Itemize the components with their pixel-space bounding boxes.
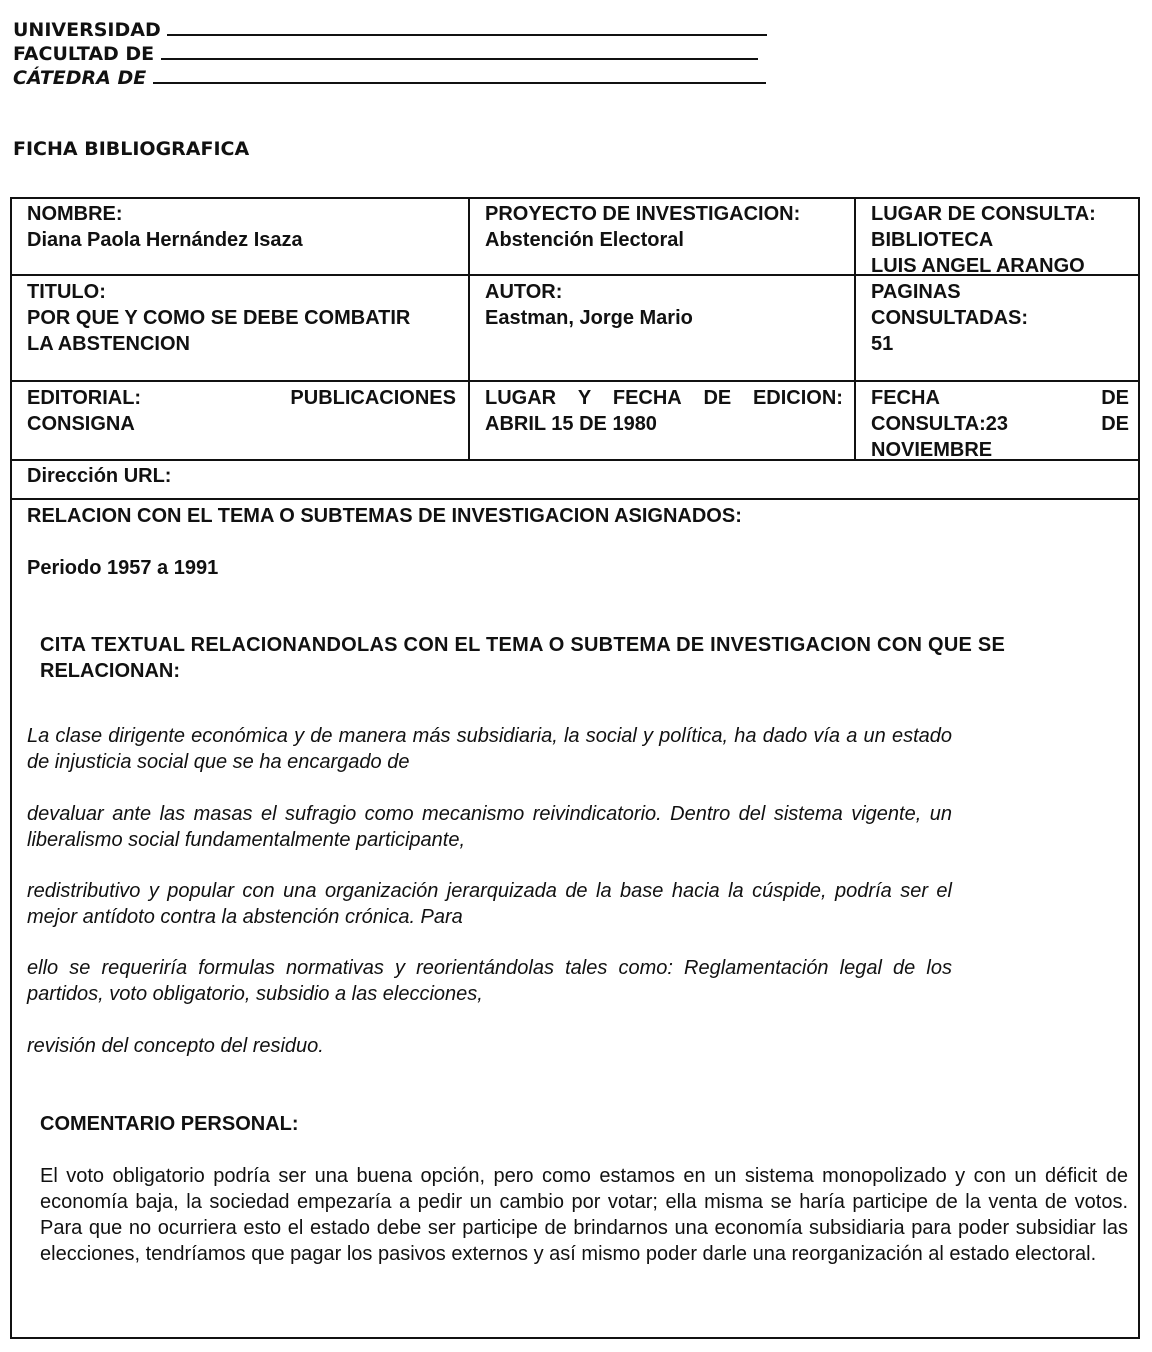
edicion-label: EDICION: xyxy=(752,387,843,409)
fecha-consulta-value: DE xyxy=(1101,413,1129,435)
cita-paragraph: redistributivo y popular con una organización jerarquizada de la base hacia la cúspide, podría ser el mejor antídoto contra la abstención crónica. Para xyxy=(27,880,952,928)
edicion-label: FECHA xyxy=(612,387,682,409)
comentario-text: El voto obligatorio podría ser una buena opción, pero como estamos en un sistema monopolizado y con un déficit de economía baja, la sociedad empezaría a pedir un cambio por votar; ella misma se haría participe de la venta de votos. Para que no ocurriera esto el estado debe ser participe de brindarnos una economía subsidiaria para poder subsidiar las elecciones, tendríamos que pagar los pasivos externos y así mismo poder darle una reorganización al estado electoral. xyxy=(40,1165,1128,1265)
catedra-label: CÁTEDRA DE xyxy=(13,67,147,89)
universidad-field xyxy=(13,18,767,42)
fecha-consulta-cell xyxy=(871,385,1129,463)
row-divider xyxy=(10,498,1140,500)
editorial-cell xyxy=(27,385,456,437)
fecha-consulta-label: FECHA xyxy=(871,387,940,409)
fecha-consulta-value: NOVIEMBRE xyxy=(871,439,993,461)
proyecto-value: Abstención Electoral xyxy=(485,229,684,251)
lugar-consulta-value: LUIS ANGEL ARANGO xyxy=(871,255,1085,277)
cita-heading-line: RELACIONAN: xyxy=(40,660,180,682)
edicion-label: Y xyxy=(577,387,592,409)
cita-paragraph: ello se requeriría formulas normativas y reorientándolas tales como: Reglamentación legal de los partidos, voto obligatorio, subsidio a las elecciones, xyxy=(27,957,952,1005)
autor-cell xyxy=(485,279,845,331)
catedra-blank-line xyxy=(153,68,766,84)
edicion-value: ABRIL 15 DE 1980 xyxy=(485,413,657,435)
column-divider xyxy=(468,197,470,461)
titulo-value: POR QUE Y COMO SE DEBE COMBATIR xyxy=(27,307,411,329)
paginas-cell xyxy=(871,279,1131,357)
facultad-blank-line xyxy=(161,44,758,60)
editorial-value: CONSIGNA xyxy=(27,413,135,435)
paginas-value: 51 xyxy=(871,333,894,355)
edicion-label: DE xyxy=(703,387,732,409)
fecha-consulta-label: DE xyxy=(1101,387,1129,409)
autor-value: Eastman, Jorge Mario xyxy=(485,307,693,329)
autor-label: AUTOR: xyxy=(485,281,563,303)
paginas-label: CONSULTADAS: xyxy=(871,307,1029,329)
catedra-field xyxy=(13,66,766,90)
universidad-label: UNIVERSIDAD xyxy=(13,19,161,41)
lugar-consulta-value: BIBLIOTECA xyxy=(871,229,994,251)
nombre-value: Diana Paola Hernández Isaza xyxy=(27,229,303,251)
column-divider xyxy=(854,197,856,461)
titulo-label: TITULO: xyxy=(27,281,106,303)
cita-paragraph: devaluar ante las masas el sufragio como mecanismo reivindicatorio. Dentro del sistema vigente, un liberalismo social fundamentalmente participante, xyxy=(27,803,952,851)
nombre-cell xyxy=(27,201,457,253)
facultad-field xyxy=(13,42,758,66)
edicion-label: LUGAR xyxy=(485,387,557,409)
ficha-title: FICHA BIBLIOGRAFICA xyxy=(13,138,250,160)
edicion-cell xyxy=(485,385,843,437)
lugar-consulta-label: LUGAR DE CONSULTA: xyxy=(871,203,1096,225)
periodo-text: Periodo 1957 a 1991 xyxy=(27,557,219,579)
editorial-value: PUBLICACIONES xyxy=(290,387,456,409)
fecha-consulta-value: CONSULTA:23 xyxy=(871,413,1009,435)
editorial-label: EDITORIAL: xyxy=(27,387,142,409)
universidad-blank-line xyxy=(167,20,767,36)
nombre-label: NOMBRE: xyxy=(27,203,123,225)
comentario-heading: COMENTARIO PERSONAL: xyxy=(40,1113,299,1135)
proyecto-label: PROYECTO DE INVESTIGACION: xyxy=(485,203,801,225)
cita-paragraph: La clase dirigente económica y de manera más subsidiaria, la social y política, ha dado vía a un estado de injusticia social que se ha encargado de xyxy=(27,725,952,773)
proyecto-cell xyxy=(485,201,845,253)
relacion-heading: RELACION CON EL TEMA O SUBTEMAS DE INVESTIGACION ASIGNADOS: xyxy=(27,505,742,527)
titulo-value: LA ABSTENCION xyxy=(27,333,190,355)
cita-paragraph: revisión del concepto del residuo. xyxy=(27,1035,324,1057)
facultad-label: FACULTAD DE xyxy=(13,43,155,65)
cita-heading-line: CITA TEXTUAL RELACIONANDOLAS CON EL TEMA O SUBTEMA DE INVESTIGACION CON QUE SE xyxy=(40,634,1006,656)
row-divider xyxy=(10,380,1140,382)
paginas-label: PAGINAS xyxy=(871,281,961,303)
titulo-cell xyxy=(27,279,459,357)
cita-heading xyxy=(40,632,1128,658)
lugar-consulta-cell xyxy=(871,201,1131,279)
url-label: Dirección URL: xyxy=(27,465,172,487)
